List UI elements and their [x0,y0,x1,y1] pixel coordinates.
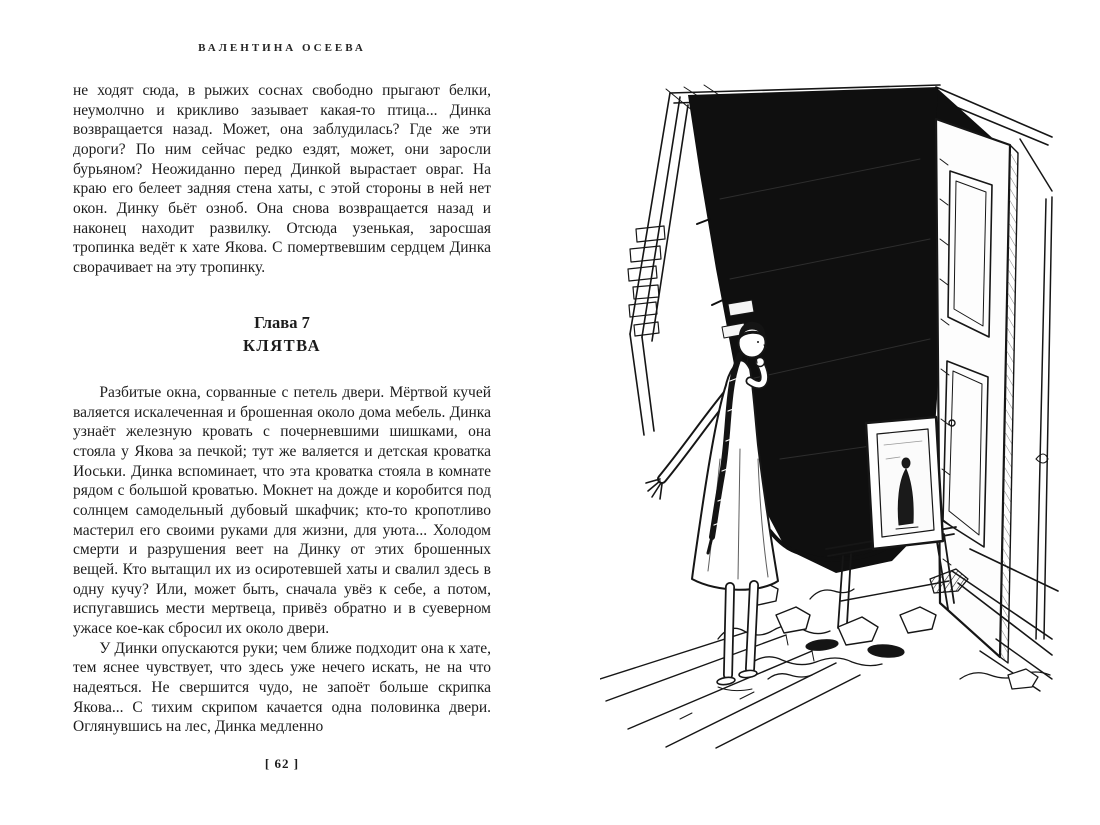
paragraph: Разбитые окна, сорванные с петель двери. Мёртвой кучей валяется искалеченная и брошенная около дома мебель. Динка узнаёт железную кровать с почерневшими шишками, она стояла у Якова за печкой; тут же валяется и детская кроватка Иоськи. Динка вспоминает, что эта кроватка стояла в комнате рядом с большой кроватью. Мокнет на дожде и коробится под солнцем самодельный дубовый шкафчик; кто-то кропотливо мастерил его своими руками для жизни, для уюта... Холодом смерти и разрушения веет на Динку от этих брошенных вещей. Кто вытащил их из осиротевшей хаты и свалил здесь в одну кучу? Или, может быть, сначала увёз к себе, а потом, испугавшись мести мертвеца, привёз обратно и в суеверном ужасе кое-как сбросил их около двери. [73,383,491,637]
paragraph-continuation: не ходят сюда, в рыжих соснах свободно прыгают белки, неумолчно и крикливо зазывает какая-то птица... Динка возвращается назад. Может, она заблудилась? Где же эти дороги? По ним сейчас редко ездят, может, они заросли бурьяном? Неожиданно перед Динкой вырастает овраг. На краю его белеет задняя стена хаты, с этой стороны в ней нет окон. Динку бьёт озноб. Она снова возвращается назад и наконец находит развилку. Отсюда узенькая, заросшая тропинка ведёт к хате Якова. С помертвевшим сердцем Динка сворачивает на эту тропинку. [73,82,491,277]
page-number: [ 62 ] [264,756,300,771]
running-head-author: ВАЛЕНТИНА ОСЕЕВА [198,42,366,54]
chapter-title: КЛЯТВА [242,335,322,355]
illustration-svg [600,78,1060,750]
body-text [73,81,491,737]
chapter-number: Глава 7 [254,312,310,332]
brick-texture [628,226,665,336]
paragraph: У Динки опускаются руки; чем ближе подходит она к хате, тем яснее чувствует, что здесь уже нечего искать, не на что надеяться. Не свершится чудо, не запоёт больше скрипка Якова... С тихим скрипом качается одна половинка двери. Оглянувшись на лес, Динка медленно [73,639,491,736]
right-frame-sketch [1020,139,1052,639]
chapter-heading [73,311,491,357]
left-page [73,42,491,737]
right-page-illustration [600,78,1060,750]
